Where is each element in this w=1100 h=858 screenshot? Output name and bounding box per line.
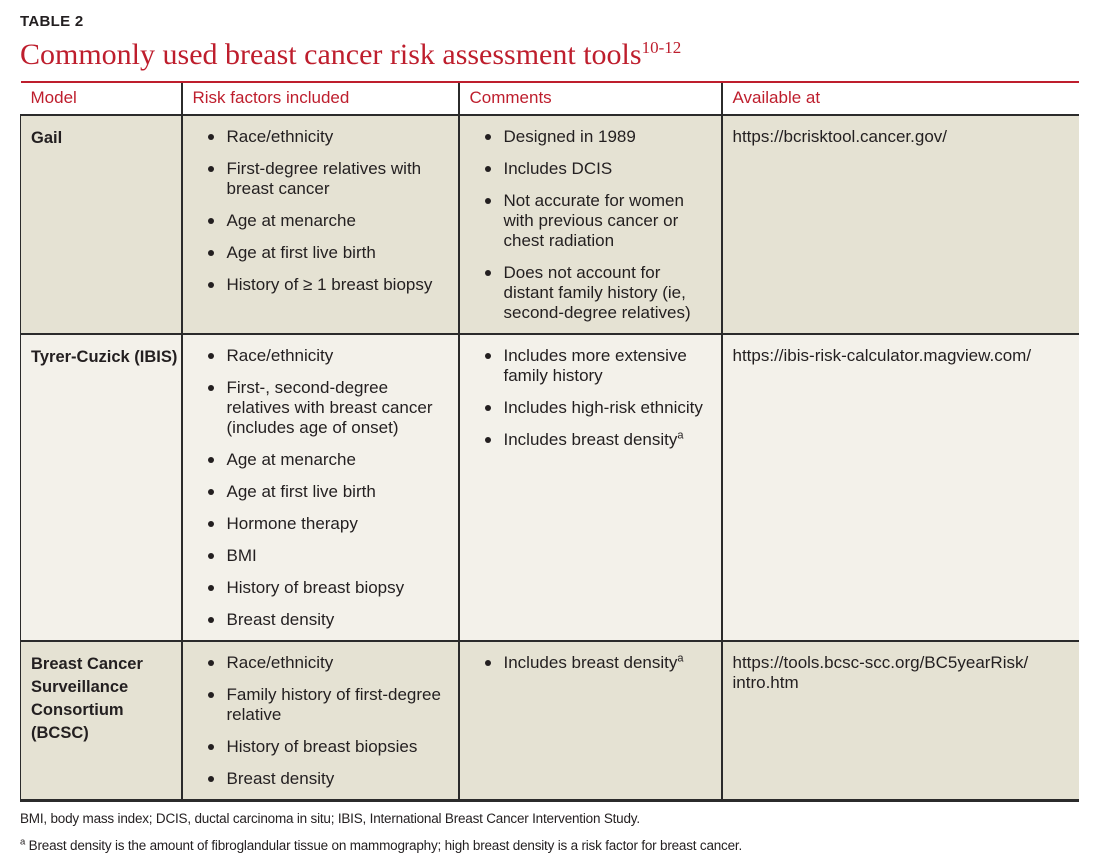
bullet-item [207,275,450,295]
available-at-cell [722,115,1079,334]
bullet-icon [485,134,491,140]
model-name-line: Breast Cancer [31,655,143,673]
bullet-item [484,653,713,673]
bullet-icon [208,776,214,782]
bullet-item [207,578,450,598]
comments-cell [459,334,722,641]
table-row [21,115,1079,334]
bullet-text: Race/ethnicity [226,346,334,365]
risk-factors-cell [182,115,459,334]
footnote-a-text: Breast density is the amount of fibroglandular tissue on mammography; high breast density is a risk factor for breast cancer. [28,838,743,853]
bullet-icon [208,353,214,359]
model-cell [21,334,182,641]
table-header [21,82,1079,115]
model-name-line: Gail [31,129,63,147]
tool-url [733,346,1071,366]
bullet-icon [208,250,214,256]
bullet-text: Age at first live birth [226,243,376,262]
bullet-item [207,685,450,725]
bullet-icon [485,198,491,204]
risk-factors-list [193,346,450,630]
bullet-text: History of ≥ 1 breast biopsy [226,275,433,294]
model-name-line: (BCSC) [31,724,89,742]
bullet-text: History of breast biopsies [226,737,418,756]
bullet-item [207,482,450,502]
comments-cell [459,115,722,334]
table-header-row [21,82,1079,115]
tool-url-line: https://ibis-risk-calculator.magview.com/ [732,346,1032,365]
bullet-item [207,346,450,366]
bullet-item [484,127,713,147]
comments-list [470,127,713,323]
bullet-icon [208,692,214,698]
bullet-text: Age at menarche [226,450,356,469]
bullet-item [207,769,450,789]
footnotes [20,810,1078,855]
bullet-text: Includes high-risk ethnicity [503,398,703,417]
bullet-icon [208,218,214,224]
bullet-text: Race/ethnicity [226,127,334,146]
model-name-line: Consortium [31,701,124,719]
table-title-text: Commonly used breast cancer risk assessment tools [20,38,642,71]
bullet-text: Includes DCIS [503,159,613,178]
bullet-icon [208,585,214,591]
bullet-item [484,191,713,251]
bullet-text: Does not account for distant family history (ie, second-degree relatives) [503,263,691,322]
bullet-item [207,653,450,673]
model-name [31,653,173,745]
bullet-icon [208,744,214,750]
bullet-icon [208,553,214,559]
tool-url-line: intro.htm [732,673,799,692]
available-at-cell [722,334,1079,641]
bullet-icon [208,166,214,172]
bullet-icon [208,134,214,140]
bullet-icon [485,405,491,411]
column-header-model: Model [21,82,182,115]
risk-factors-list [193,127,450,295]
bullet-item [207,546,450,566]
bullet-item [207,211,450,231]
risk-assessment-table [20,81,1079,802]
bullet-text: Breast density [226,610,335,629]
bullet-icon [208,282,214,288]
bullet-item [484,398,713,418]
comments-list [470,346,713,450]
bullet-text: Includes breast density [503,653,678,672]
bullet-text: Breast density [226,769,335,788]
table-title-citation: 10-12 [641,38,682,57]
bullet-icon [208,521,214,527]
bullet-icon [485,353,491,359]
bullet-text: Hormone therapy [226,514,358,533]
comments-list [470,653,713,673]
bullet-item [207,737,450,757]
table-number-label: TABLE 2 [20,13,84,30]
table-body [21,115,1079,801]
bullet-text: First-, second-degree relatives with breast cancer (includes age of onset) [226,378,433,437]
risk-factors-cell [182,641,459,801]
model-name [31,127,173,150]
bullet-item [484,346,713,386]
bullet-text: Family history of first-degree relative [226,685,441,724]
bullet-icon [485,437,491,443]
bullet-icon [485,166,491,172]
bullet-item [207,378,450,438]
bullet-icon [485,270,491,276]
bullet-icon [208,457,214,463]
table-row [21,334,1079,641]
superscript-note-marker: a [677,652,684,665]
bullet-icon [208,385,214,391]
bullet-text: Not accurate for women with previous cancer or chest radiation [503,191,684,250]
bullet-icon [208,617,214,623]
risk-factors-list [193,653,450,789]
tool-url [733,127,1071,147]
tool-url [733,653,1071,693]
model-name-line: Surveillance [31,678,129,696]
model-cell [21,115,182,334]
bullet-icon [208,489,214,495]
bullet-item [207,450,450,470]
bullet-text: Age at first live birth [226,482,376,501]
model-name-line: Tyrer-Cuzick (IBIS) [31,348,178,366]
comments-cell [459,641,722,801]
model-name [31,346,178,369]
tool-url-line: https://tools.bcsc-scc.org/BC5yearRisk/ [732,653,1029,672]
superscript-note-marker: a [677,429,684,442]
bullet-text: Includes breast density [503,430,678,449]
bullet-item [207,243,450,263]
table-title [20,37,1078,73]
footnote-a-marker: a [20,836,26,848]
bullet-item [207,127,450,147]
bullet-text: First-degree relatives with breast cancer [226,159,422,198]
available-at-cell [722,641,1079,801]
bullet-text: Age at menarche [226,211,356,230]
bullet-text: Includes more extensive family history [503,346,687,385]
bullet-icon [485,660,491,666]
risk-factors-cell [182,334,459,641]
bullet-item [484,430,713,450]
bullet-item [207,514,450,534]
column-header-risk-factors: Risk factors included [182,82,459,115]
bullet-item [484,159,713,179]
bullet-item [207,610,450,630]
tool-url-line: https://bcrisktool.cancer.gov/ [732,127,947,146]
column-header-available-at: Available at [722,82,1079,115]
bullet-text: History of breast biopsy [226,578,405,597]
bullet-text: BMI [226,546,257,565]
bullet-text: Designed in 1989 [503,127,636,146]
bullet-item [207,159,450,199]
footnote-a [20,837,1078,855]
bullet-icon [208,660,214,666]
abbreviations-footnote: BMI, body mass index; DCIS, ductal carcinoma in situ; IBIS, International Breast Cancer Intervention Study. [20,811,640,826]
bullet-item [484,263,713,323]
column-header-comments: Comments [459,82,722,115]
bullet-text: Race/ethnicity [226,653,334,672]
table-row [21,641,1079,801]
model-cell [21,641,182,801]
